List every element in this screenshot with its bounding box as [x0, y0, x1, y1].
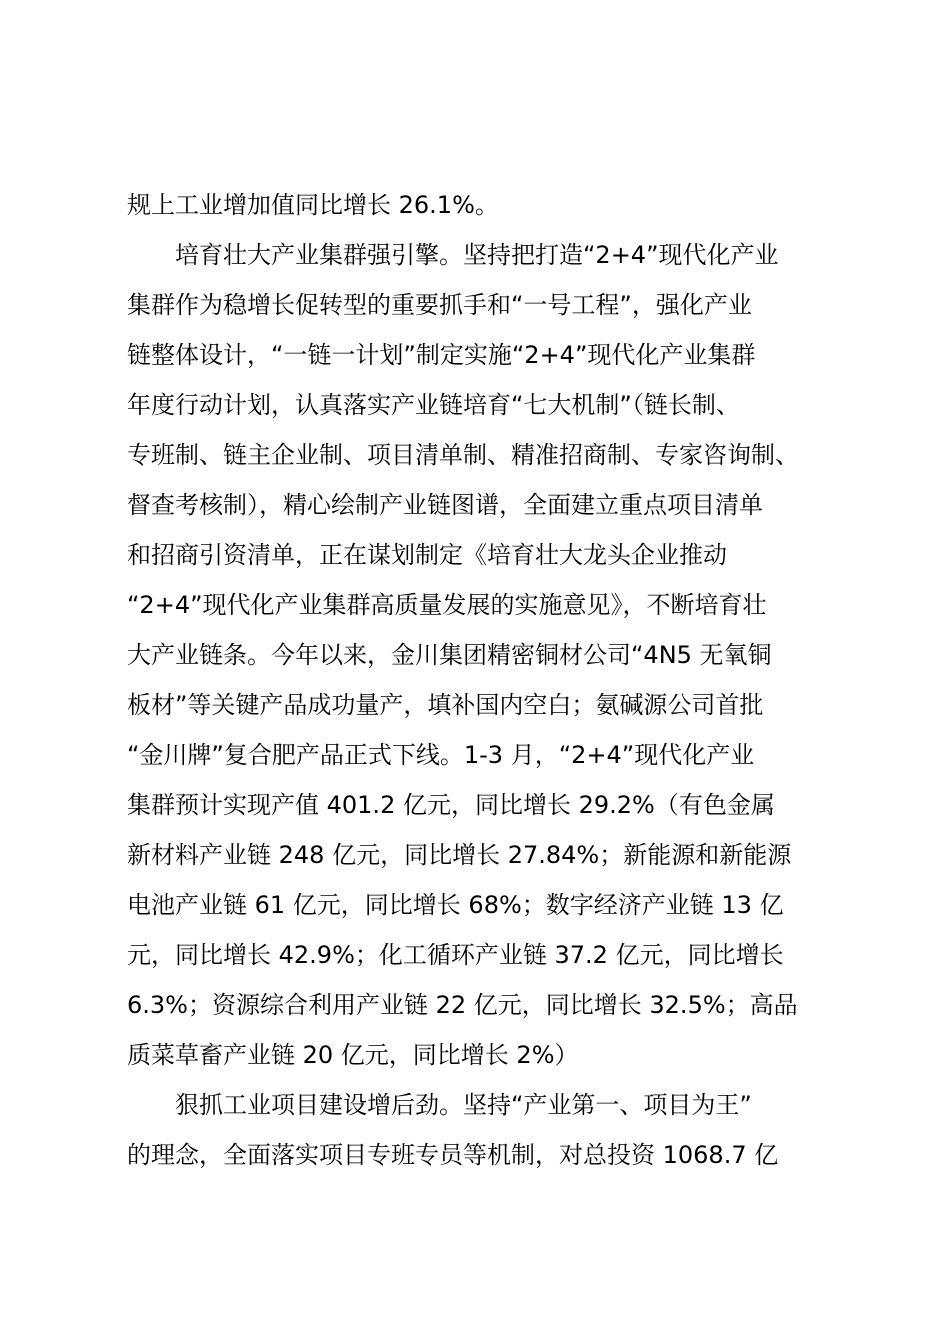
text-line: 元，同比增长 42.9%；化工循环产业链 37.2 亿元，同比增长: [127, 941, 784, 969]
text-line: 专班制、链主企业制、项目清单制、精准招商制、专家咨询制、: [127, 441, 799, 469]
text-line: 年度行动计划，认真落实产业链培育“七大机制”（链长制、: [127, 391, 740, 419]
text-line: 质菜草畜产业链 20 亿元，同比增长 2%）: [127, 1041, 579, 1069]
text-line: 集群作为稳增长促转型的重要抓手和“一号工程”，强化产业: [127, 291, 752, 319]
text-line: 新材料产业链 248 亿元，同比增长 27.84%；新能源和新能源: [127, 841, 792, 869]
text-line: 集群预计实现产值 401.2 亿元，同比增长 29.2%（有色金属: [127, 791, 775, 819]
text-line: 和招商引资清单，正在谋划制定《培育壮大龙头企业推动: [127, 541, 727, 569]
text-line: 链整体设计，“一链一计划”制定实施“2+4”现代化产业集群: [127, 341, 756, 369]
text-line: “金川牌”复合肥产品正式下线。1-3 月，“2+4”现代化产业: [127, 741, 755, 769]
text-line: 板材”等关键产品成功量产，填补国内空白；氨碱源公司首批: [127, 691, 764, 719]
paragraph-heading-line: 狠抓工业项目建设增后劲。坚持“产业第一、项目为王”: [175, 1091, 752, 1119]
text-line: 6.3%；资源综合利用产业链 22 亿元，同比增长 32.5%；高品: [127, 991, 798, 1019]
text-line: “2+4”现代化产业集群高质量发展的实施意见》，不断培育壮: [127, 591, 767, 619]
text-line: 督查考核制），精心绘制产业链图谱，全面建立重点项目清单: [127, 491, 763, 519]
text-line: 电池产业链 61 亿元，同比增长 68%；数字经济产业链 13 亿: [127, 891, 784, 919]
text-line: 大产业链条。今年以来，金川集团精密铜材公司“4N5 无氧铜: [127, 641, 772, 669]
paragraph-heading-line: 培育壮大产业集群强引擎。坚持把打造“2+4”现代化产业: [175, 241, 779, 269]
text-line: 的理念，全面落实项目专班专员等机制，对总投资 1068.7 亿: [127, 1141, 779, 1169]
text-line: 规上工业增加值同比增长 26.1%。: [127, 191, 499, 219]
